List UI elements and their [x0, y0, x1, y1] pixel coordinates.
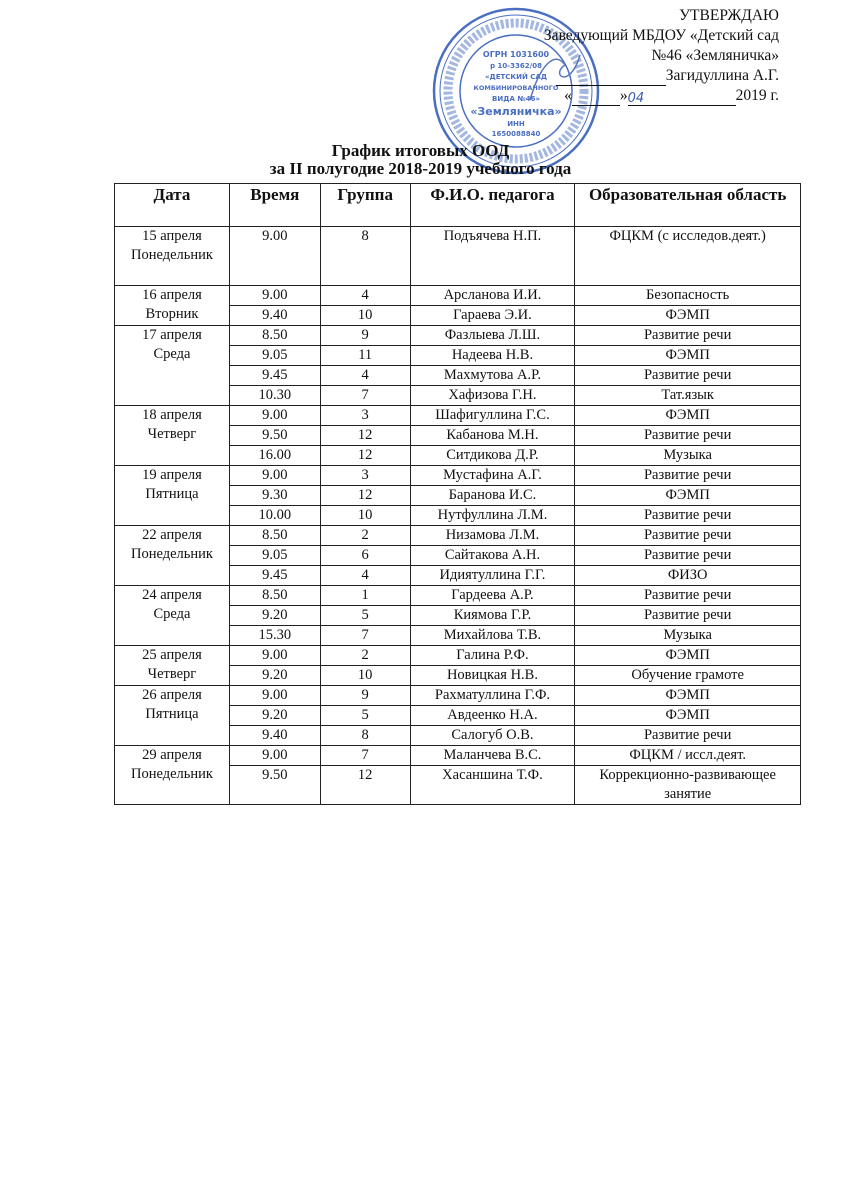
svg-text:р 10-3362/08: р 10-3362/08 — [490, 62, 542, 70]
approval-signer: Загидуллина А.Г. — [665, 67, 779, 84]
time-cell: 15.30 — [229, 626, 320, 646]
date-cell — [115, 526, 230, 586]
teacher-cell: Хафизова Г.Н. — [410, 386, 575, 406]
group-cell: 5 — [320, 706, 410, 726]
day-weekday: Понедельник — [130, 546, 213, 562]
day-date: 24 апреля — [142, 587, 202, 603]
teacher-cell: Фазлыева Л.Ш. — [410, 326, 575, 346]
teacher-cell: Надеева Н.В. — [410, 346, 575, 366]
time-cell: 9.00 — [229, 746, 320, 766]
approval-position: Заведующий МБДОУ «Детский сад — [543, 27, 779, 44]
area-cell: Развитие речи — [575, 726, 801, 746]
group-cell: 2 — [320, 646, 410, 666]
header-time: Время — [229, 184, 320, 227]
svg-text:ОГРН 1031600: ОГРН 1031600 — [482, 50, 550, 59]
table-row — [115, 526, 801, 546]
date-cell — [115, 686, 230, 746]
area-cell: ФЭМП — [575, 346, 801, 366]
area-cell: Развитие речи — [575, 326, 801, 346]
day-date: 18 апреля — [142, 407, 202, 423]
area-cell: ФЭМП — [575, 686, 801, 706]
teacher-cell: Маланчева В.С. — [410, 746, 575, 766]
table-row — [115, 586, 801, 606]
time-cell: 9.00 — [229, 686, 320, 706]
time-cell: 16.00 — [229, 446, 320, 466]
time-cell: 9.20 — [229, 606, 320, 626]
teacher-cell: Салогуб О.В. — [410, 726, 575, 746]
teacher-cell: Кабанова М.Н. — [410, 426, 575, 446]
teacher-cell: Киямова Г.Р. — [410, 606, 575, 626]
area-cell: Безопасность — [575, 286, 801, 306]
area-cell: Развитие речи — [575, 506, 801, 526]
header-teacher: Ф.И.О. педагога — [410, 184, 575, 227]
teacher-cell: Идиятуллина Г.Г. — [410, 566, 575, 586]
time-cell: 8.50 — [229, 326, 320, 346]
day-weekday: Вторник — [145, 306, 199, 322]
time-cell: 9.20 — [229, 666, 320, 686]
time-cell: 9.00 — [229, 227, 320, 286]
teacher-cell: Михайлова Т.В. — [410, 626, 575, 646]
area-cell: ФЭМП — [575, 646, 801, 666]
approval-heading: УТВЕРЖДАЮ — [679, 7, 779, 24]
approval-date-line: « »04 2019 г. — [564, 87, 779, 106]
teacher-cell: Хасаншина Т.Ф. — [410, 766, 575, 805]
date-cell — [115, 326, 230, 406]
svg-text:«Земляничка»: «Земляничка» — [470, 105, 562, 118]
group-cell: 4 — [320, 286, 410, 306]
group-cell: 7 — [320, 386, 410, 406]
time-cell: 9.45 — [229, 566, 320, 586]
time-cell: 9.05 — [229, 346, 320, 366]
group-cell: 3 — [320, 466, 410, 486]
day-weekday: Среда — [153, 346, 191, 362]
day-weekday: Четверг — [147, 426, 197, 442]
teacher-cell: Ситдикова Д.Р. — [410, 446, 575, 466]
group-cell: 12 — [320, 766, 410, 805]
group-cell: 4 — [320, 566, 410, 586]
time-cell: 9.20 — [229, 706, 320, 726]
area-cell: Развитие речи — [575, 546, 801, 566]
area-cell: Развитие речи — [575, 426, 801, 446]
svg-text:ВИДА №46»: ВИДА №46» — [492, 95, 540, 103]
teacher-cell: Мустафина А.Г. — [410, 466, 575, 486]
header-group: Группа — [320, 184, 410, 227]
table-row — [115, 686, 801, 706]
day-weekday: Пятница — [145, 486, 199, 502]
teacher-cell: Подъячева Н.П. — [410, 227, 575, 286]
day-weekday: Понедельник — [130, 766, 213, 782]
area-cell: ФЭМП — [575, 706, 801, 726]
time-cell: 10.00 — [229, 506, 320, 526]
table-row — [115, 326, 801, 346]
teacher-cell: Арсланова И.И. — [410, 286, 575, 306]
document-title: График итоговых ООД — [331, 141, 510, 160]
teacher-cell: Гараева Э.И. — [410, 306, 575, 326]
approval-year: 2019 г. — [735, 87, 779, 104]
header-area: Образовательная область — [575, 184, 801, 227]
date-cell — [115, 286, 230, 326]
approval-day — [572, 89, 620, 106]
area-cell: Тат.язык — [575, 386, 801, 406]
area-cell: Обучение грамоте — [575, 666, 801, 686]
day-date: 17 апреля — [142, 327, 202, 343]
area-cell: Развитие речи — [575, 366, 801, 386]
group-cell: 9 — [320, 326, 410, 346]
table-header-row — [115, 184, 801, 227]
day-weekday: Четверг — [147, 666, 197, 682]
date-cell — [115, 406, 230, 466]
group-cell: 5 — [320, 606, 410, 626]
group-cell: 4 — [320, 366, 410, 386]
group-cell: 12 — [320, 446, 410, 466]
day-date: 29 апреля — [142, 747, 202, 763]
area-cell: ФЭМП — [575, 306, 801, 326]
approval-organization: №46 «Земляничка» — [651, 47, 779, 64]
day-date: 22 апреля — [142, 527, 202, 543]
svg-text:«ДЕТСКИЙ САД: «ДЕТСКИЙ САД — [484, 73, 548, 81]
svg-text:КОМБИНИРОВАННОГО: КОМБИНИРОВАННОГО — [473, 84, 559, 92]
teacher-cell: Авдеенко Н.А. — [410, 706, 575, 726]
day-date: 26 апреля — [142, 687, 202, 703]
teacher-cell: Рахматуллина Г.Ф. — [410, 686, 575, 706]
approval-block — [544, 6, 779, 106]
group-cell: 8 — [320, 227, 410, 286]
time-cell: 9.00 — [229, 466, 320, 486]
teacher-cell: Шафигуллина Г.С. — [410, 406, 575, 426]
group-cell: 6 — [320, 546, 410, 566]
area-cell: ФЭМП — [575, 406, 801, 426]
table-row — [115, 406, 801, 426]
group-cell: 10 — [320, 306, 410, 326]
group-cell: 10 — [320, 506, 410, 526]
date-cell — [115, 227, 230, 286]
group-cell: 1 — [320, 586, 410, 606]
group-cell: 12 — [320, 486, 410, 506]
day-date: 15 апреля — [142, 228, 202, 244]
teacher-cell: Баранова И.С. — [410, 486, 575, 506]
area-cell: ФЭМП — [575, 486, 801, 506]
time-cell: 8.50 — [229, 526, 320, 546]
date-cell — [115, 646, 230, 686]
area-cell: Музыка — [575, 626, 801, 646]
date-cell — [115, 746, 230, 805]
time-cell: 9.45 — [229, 366, 320, 386]
teacher-cell: Галина Р.Ф. — [410, 646, 575, 666]
day-date: 16 апреля — [142, 287, 202, 303]
day-weekday: Понедельник — [130, 247, 213, 263]
time-cell: 9.00 — [229, 286, 320, 306]
time-cell: 9.50 — [229, 426, 320, 446]
group-cell: 7 — [320, 626, 410, 646]
area-cell: ФЦКМ / иссл.деят. — [575, 746, 801, 766]
approval-signer-line — [544, 66, 779, 86]
area-cell: Развитие речи — [575, 526, 801, 546]
approval-month: 04 — [628, 89, 736, 106]
date-cell — [115, 586, 230, 646]
group-cell: 3 — [320, 406, 410, 426]
day-weekday: Пятница — [145, 706, 199, 722]
svg-text:ИНН: ИНН — [507, 120, 525, 128]
time-cell: 9.00 — [229, 406, 320, 426]
area-cell: ФИЗО — [575, 566, 801, 586]
area-cell: Коррекционно-развивающее занятие — [575, 766, 801, 805]
teacher-cell: Махмутова А.Р. — [410, 366, 575, 386]
header-date: Дата — [115, 184, 230, 227]
time-cell: 9.40 — [229, 306, 320, 326]
teacher-cell: Нутфуллина Л.М. — [410, 506, 575, 526]
area-cell: Развитие речи — [575, 606, 801, 626]
area-cell: ФЦКМ (с исследов.деят.) — [575, 227, 801, 286]
area-cell: Развитие речи — [575, 586, 801, 606]
time-cell: 9.50 — [229, 766, 320, 805]
table-row — [115, 227, 801, 286]
day-date: 19 апреля — [142, 467, 202, 483]
group-cell: 11 — [320, 346, 410, 366]
group-cell: 8 — [320, 726, 410, 746]
date-cell — [115, 466, 230, 526]
teacher-cell: Сайтакова А.Н. — [410, 546, 575, 566]
document-subtitle: за II полугодие 2018-2019 учебного года — [269, 159, 572, 178]
time-cell: 9.00 — [229, 646, 320, 666]
table-row — [115, 286, 801, 306]
group-cell: 10 — [320, 666, 410, 686]
area-cell: Развитие речи — [575, 466, 801, 486]
teacher-cell: Новицкая Н.В. — [410, 666, 575, 686]
group-cell: 2 — [320, 526, 410, 546]
group-cell: 12 — [320, 426, 410, 446]
time-cell: 9.40 — [229, 726, 320, 746]
time-cell: 10.30 — [229, 386, 320, 406]
day-date: 25 апреля — [142, 647, 202, 663]
table-row — [115, 746, 801, 766]
teacher-cell: Низамова Л.М. — [410, 526, 575, 546]
time-cell: 9.30 — [229, 486, 320, 506]
table-row — [115, 646, 801, 666]
area-cell: Музыка — [575, 446, 801, 466]
day-weekday: Среда — [153, 606, 191, 622]
svg-text:1650088840: 1650088840 — [491, 130, 541, 138]
group-cell: 7 — [320, 746, 410, 766]
time-cell: 8.50 — [229, 586, 320, 606]
teacher-cell: Гардеева А.Р. — [410, 586, 575, 606]
time-cell: 9.05 — [229, 546, 320, 566]
schedule-table — [114, 183, 801, 805]
group-cell: 9 — [320, 686, 410, 706]
table-row — [115, 466, 801, 486]
